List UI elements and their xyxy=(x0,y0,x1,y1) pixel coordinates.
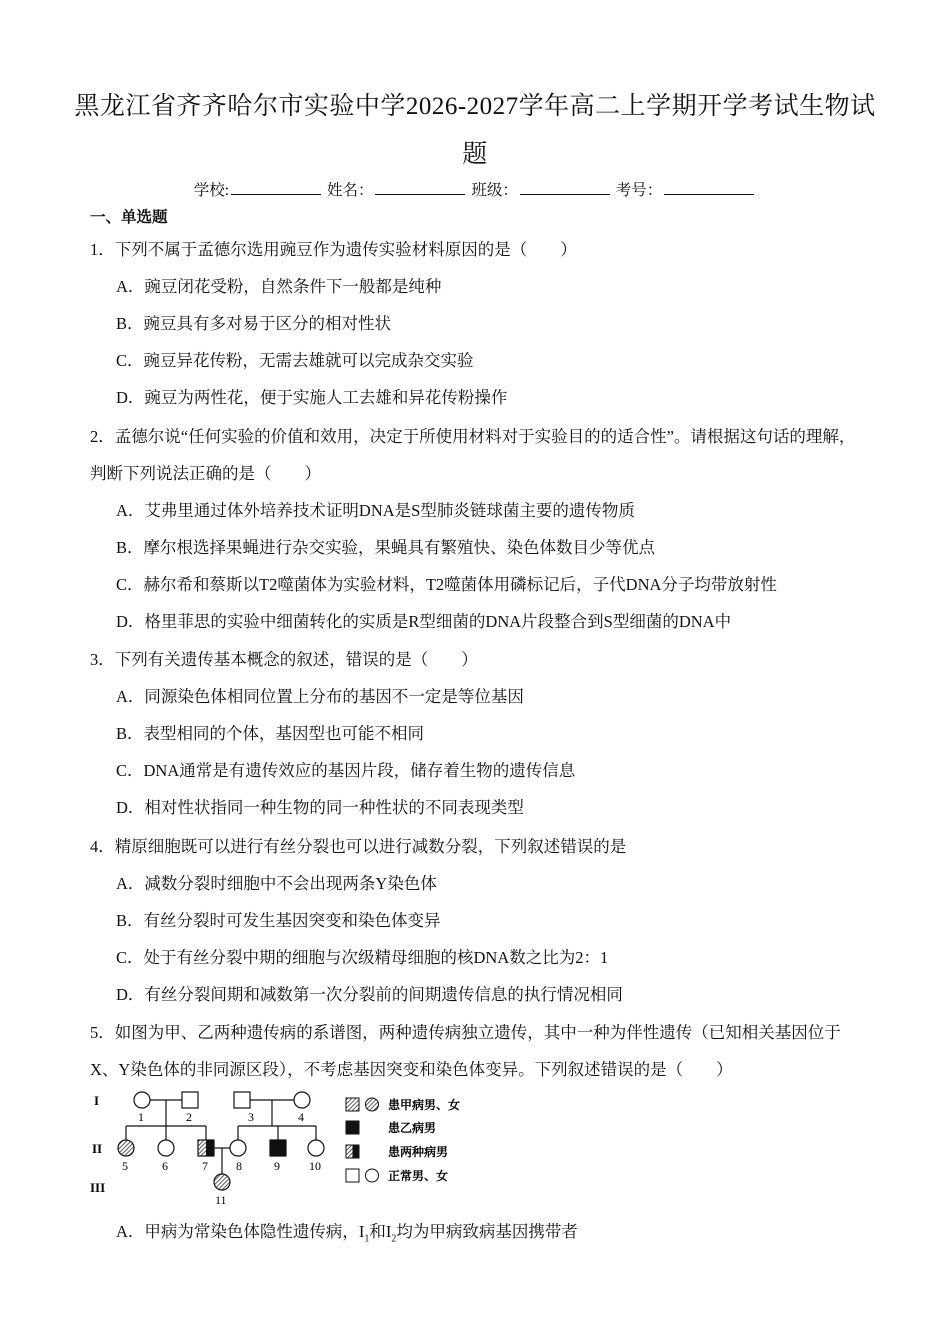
id-label: 考号： xyxy=(615,182,663,199)
section-heading: 一、单选题 xyxy=(90,208,168,226)
option-c: C．赫尔希和蔡斯以T2噬菌体为实验材料，T2噬菌体用磷标记后，子代DNA分子均带放射性 xyxy=(116,575,777,594)
individual-I2 xyxy=(182,1092,198,1108)
option-a: A．同源染色体相同位置上分布的基因不一定是等位基因 xyxy=(116,687,524,706)
option-d: D．有丝分裂间期和减数第一次分裂前的间期遗传信息的执行情况相同 xyxy=(116,985,623,1004)
option-a xyxy=(116,1218,906,1244)
individual-number: 9 xyxy=(274,1159,280,1173)
individual-ref-sub: 2 xyxy=(391,1233,397,1245)
option-b: B．摩尔根选择果蝇进行杂交实验，果蝇具有繁殖快、染色体数目少等优点 xyxy=(116,538,656,557)
option-c: C．处于有丝分裂中期的细胞与次级精母细胞的核DNA数之比为2：1 xyxy=(116,948,609,967)
option-a: A．艾弗里通过体外培养技术证明DNA是S型肺炎链球菌主要的遗传物质 xyxy=(116,501,635,520)
option-a: A．减数分裂时细胞中不会出现两条Y染色体 xyxy=(116,874,437,893)
legend-label: 患乙病男 xyxy=(388,1121,437,1135)
question-stem: 1．下列不属于孟德尔选用豌豆作为遗传实验材料原因的是（ ） xyxy=(90,240,577,259)
class-blank[interactable] xyxy=(520,180,610,195)
individual-II5 xyxy=(118,1140,134,1156)
individual-ref: I xyxy=(358,1222,365,1241)
individual-number: 2 xyxy=(186,1110,192,1124)
option-a-suffix: 均为甲病致病基因携带者 xyxy=(396,1222,578,1241)
question-stem: 3．下列有关遗传基本概念的叙述，错误的是（ ） xyxy=(90,650,478,669)
name-blank[interactable] xyxy=(375,180,465,195)
individual-number: 1 xyxy=(138,1110,144,1124)
individual-I3 xyxy=(234,1092,250,1108)
legend-label: 患两种病男 xyxy=(388,1145,449,1159)
option-b: B．豌豆具有多对易于区分的相对性状 xyxy=(116,314,392,333)
legend-symbol xyxy=(346,1121,359,1134)
individual-number: 4 xyxy=(298,1110,304,1124)
question-stem: 4．精原细胞既可以进行有丝分裂也可以进行减数分裂，下列叙述错误的是 xyxy=(90,837,627,856)
option-c: C．DNA通常是有遗传效应的基因片段，储存着生物的遗传信息 xyxy=(116,761,576,780)
option-a: A．豌豆闭花受粉，自然条件下一般都是纯种 xyxy=(116,277,442,296)
individual-I4 xyxy=(294,1092,310,1108)
conjunction: 和 xyxy=(369,1222,386,1241)
question-stem-continued: 判断下列说法正确的是（ ） xyxy=(90,464,321,483)
class-label: 班级： xyxy=(471,182,518,199)
individual-II8 xyxy=(230,1140,246,1156)
individual-ref-sub: 1 xyxy=(364,1233,370,1245)
legend-label: 患甲病男、女 xyxy=(388,1098,461,1112)
school-blank[interactable] xyxy=(231,180,321,195)
option-c: C．豌豆异花传粉，无需去雄就可以完成杂交实验 xyxy=(116,351,474,370)
individual-II7-half xyxy=(206,1140,214,1156)
pedigree-chart xyxy=(90,1088,490,1208)
student-info-line xyxy=(0,178,950,200)
option-d: D．相对性状指同一种生物的同一种性状的不同表现类型 xyxy=(116,798,524,817)
option-b: B．有丝分裂时可发生基因突变和染色体变异 xyxy=(116,911,441,930)
individual-number: 5 xyxy=(122,1159,128,1173)
individual-ref: I xyxy=(385,1222,392,1241)
individual-number: 8 xyxy=(236,1159,242,1173)
option-d: D．豌豆为两性花，便于实施人工去雄和异花传粉操作 xyxy=(116,388,508,407)
option-d: D．格里菲思的实验中细菌转化的实质是R型细菌的DNA片段整合到S型细菌的DNA中 xyxy=(116,612,732,631)
question-stem-continued: X、Y染色体的非同源区段），不考虑基因突变和染色体变异。下列叙述错误的是（ ） xyxy=(90,1060,733,1079)
individual-number: 10 xyxy=(309,1159,321,1173)
id-blank[interactable] xyxy=(664,180,754,195)
legend-symbol xyxy=(366,1098,379,1111)
school-label: 学校: xyxy=(193,182,230,199)
page-title: 黑龙江省齐齐哈尔市实验中学2026-2027学年高二上学期开学考试生物试 xyxy=(74,93,876,120)
individual-I1 xyxy=(134,1092,150,1108)
individual-II10 xyxy=(308,1140,324,1156)
option-b: B．表型相同的个体，基因型也可能不相同 xyxy=(116,724,425,743)
individual-number: 3 xyxy=(248,1110,254,1124)
individual-II6 xyxy=(158,1140,174,1156)
question-stem: 5．如图为甲、乙两种遗传病的系谱图，两种遗传病独立遗传，其中一种为伴性遗传（已知相关基因位于 xyxy=(90,1023,841,1042)
generation-label: II xyxy=(92,1141,103,1156)
legend-symbol-half xyxy=(353,1145,360,1158)
question-stem: 2．孟德尔说“任何实验的价值和效用，决定于所使用材料对于实验目的的适合性”。请根据这句话的理解， xyxy=(90,427,856,446)
page-title-continued: 题 xyxy=(462,141,488,168)
name-label: 姓名： xyxy=(326,182,374,199)
generation-label: I xyxy=(94,1093,100,1108)
option-a-prefix: A．甲病为常染色体隐性遗传病， xyxy=(116,1222,359,1241)
legend-symbol xyxy=(366,1169,379,1182)
legend-symbol xyxy=(346,1169,359,1182)
individual-number: 7 xyxy=(202,1159,208,1173)
generation-label: III xyxy=(90,1180,106,1195)
individual-II9 xyxy=(270,1140,286,1156)
individual-III11 xyxy=(214,1174,230,1190)
legend-label: 正常男、女 xyxy=(388,1169,449,1183)
individual-number: 6 xyxy=(162,1159,168,1173)
individual-number: 11 xyxy=(215,1193,227,1207)
legend-symbol xyxy=(346,1098,359,1111)
